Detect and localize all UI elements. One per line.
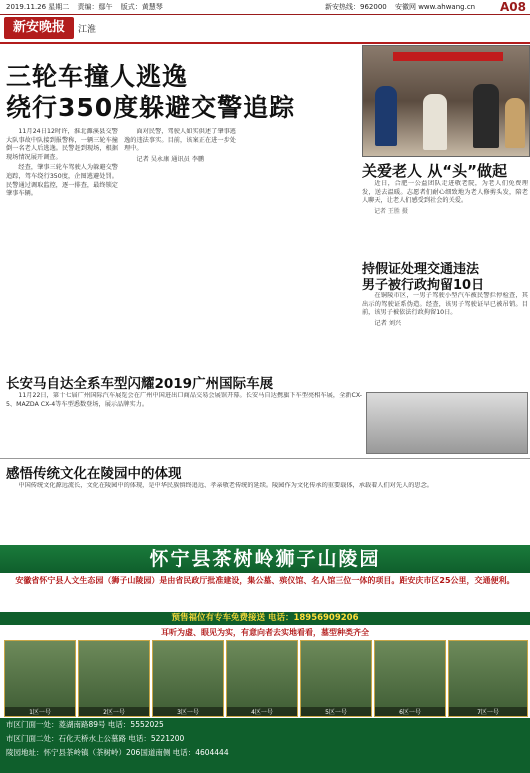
article1-reporter: 记者 吴永康 通讯员 李鹏 [136,155,205,163]
ad-address-3: 陵园地址：怀宁县茶岭镇（茶树岭）206国道南侧 电话：4604444 [6,748,229,757]
ad-thumb-label: 6区一号 [375,707,445,716]
top-info-bar [0,0,530,15]
ad-thumb-label: 4区一号 [227,707,297,716]
photo-person [473,84,499,148]
article2-title: 关爱老人 从“头”做起 [362,162,507,180]
article1-col1 [6,128,118,360]
ad-phone-band: 预售福位有专车免费接送 电话：18956909206 [0,612,530,625]
article2-body [362,180,528,250]
article1-col2 [124,128,236,360]
ad-address-2: 市区门面二处：石化天桥水上公墓路 电话：5221200 [6,734,185,743]
photo-banner [393,52,503,61]
ad-thumb-label: 3区一号 [153,707,223,716]
header-divider [0,42,530,44]
section-name: 江淮 [78,25,97,35]
article3-title-1: 持假证处理交通违法 [362,262,480,277]
article4-paragraph: 11月22日，第十七届广州国际汽车展览会在广州中国进出口商品交易会展馆开幕。长安马自达携旗下车型亮相车展，全新CX-5、MAZDA CX-4等车型悉数登场，展示品牌实力。 [6,392,362,408]
article4-title: 长安马自达全系车型闪耀2019广州国际车展 [6,376,274,392]
designer-credit: 版式：黄慧琴 [120,3,163,11]
website: 安徽网 www.ahwang.cn [394,3,476,11]
headline-line-2: 绕行350度躲避交警追踪 [6,93,296,122]
article1-paragraph: 11月24日12时许，淮北濉溪县交警大队事故中队接到报警称，一辆三轮车撞倒一名老人后逃逸。民警赶到现场，根据现场情况展开调查。 [6,128,118,161]
hotline: 新安热线：962000 [325,3,387,11]
article-divider [0,458,530,459]
article1-paragraph: 经查，肇事三轮车驾驶人为躲避交警追踪，驾车绕行350度，企图逃避处罚。民警通过调取监控，逐一排查，最终锁定肇事车辆。 [6,164,118,198]
headline-line-1: 三轮车撞人逃逸 [6,62,189,91]
photo-person [375,86,397,146]
ad-subtitle: 安徽省怀宁县人文生态园（狮子山陵园）是由省民政厅批准建设，集公墓、殡仪馆、名人馆三位一体的项目。距安庆市区25公里，交通便利。 [15,576,515,585]
ad-thumb [226,640,298,717]
issue-date: 2019.11.26 星期二 [6,3,70,11]
car-show-photo [366,392,528,454]
photo-person [423,94,447,150]
article3-title-2: 男子被行政拘留10日 [362,278,485,293]
photo-person [505,98,525,148]
article3-reporter: 记者 刘兴 [374,319,402,327]
article5-body [6,482,526,542]
ad-slogan: 耳听为虚、眼见为实，有意向者去实地看看，墓型种类齐全 [161,628,369,637]
article2-caption: 记者 王胜 摄 [374,207,408,215]
ad-thumb [152,640,224,717]
newspaper-logo: 新安晚报 [4,17,74,39]
ad-thumb [4,640,76,717]
article3-body [362,292,528,370]
ad-thumb-label: 5区一号 [301,707,371,716]
ad-title: 怀宁县茶树岭狮子山陵园 [0,545,530,573]
ad-address-1: 市区门面一处：菱湖南路89号 电话：5552025 [6,720,164,729]
ad-thumb [448,640,528,717]
article4-body [6,392,362,442]
ad-thumb-label: 1区一号 [5,707,75,716]
ad-thumb [300,640,372,717]
article3-paragraph: 在铜陵市区，一男子驾驶小型汽车被民警拦停检查，其出示的驾驶证系伪造。经查，该男子驾驶证早已被吊销。目前，该男子被依法行政拘留10日。 [362,292,528,317]
article1-paragraph: 面对民警，驾驶人如实供述了肇事逃逸的违法事实。目前，该案正在进一步处理中。 [124,128,236,153]
ad-footer [0,718,530,773]
ad-thumb-label: 2区一号 [79,707,149,716]
ad-thumb [78,640,150,717]
article5-paragraph: 中国传统文化源远流长，文化在陵园中的体现，是中华民族慎终追远、孝亲敬老传统的延续。陵园作为文化传承的重要载体，承载着人们对先人的思念。 [18,482,433,489]
ad-thumb-label: 7区一号 [449,707,527,716]
ad-thumb [374,640,446,717]
editor-credit: 责编：鄢午 [77,3,113,11]
page-number: A08 [500,0,526,14]
article5-title: 感悟传统文化在陵园中的体现 [6,466,182,482]
article2-paragraph: 近日，合肥一公益团队走进敬老院，为老人们免费理发，送去温暖。志愿者们耐心细致地为老人修剪头发，陪老人聊天，让老人们感受到社会的关爱。 [362,180,528,205]
elderly-haircut-photo [362,45,530,157]
